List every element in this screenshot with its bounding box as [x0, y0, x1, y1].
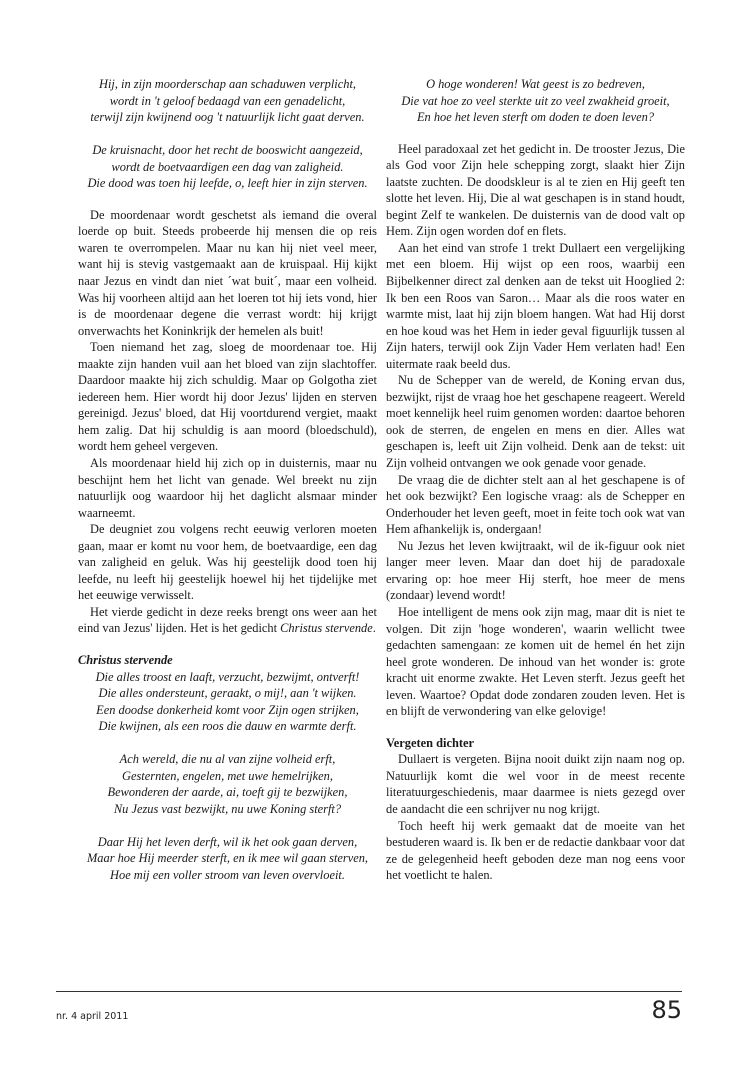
section-heading: Christus stervende: [78, 653, 173, 667]
poem-line: wordt de boetvaardigen een dag van zaligheid.: [111, 159, 344, 174]
poem-line: Een doodse donkerheid komt voor Zijn ogen strijken,: [96, 702, 359, 717]
body-paragraph: Heel paradoxaal zet het gedicht in. De trooster Jezus, Die als God voor Zijn hele schepping zorgt, slaakt hier Zijn laatste zuchten. De doodskleur is al te zien en Hij geeft ten slotte het leven. Hij, Die al wat geschapen is in stand houdt, begint Zelf te wankelen. De duisternis van de dood valt op Hem. Zijn ogen worden dof en flets.: [386, 141, 685, 239]
poem-line: Bewonderen der aarde, ai, toeft gij te bezwijken,: [107, 785, 348, 800]
poem-line: Die alles ondersteunt, geraakt, o mij!, aan 't wijken.: [98, 686, 357, 701]
body-paragraph: Toen niemand het zag, sloeg de moordenaar toe. Hij maakte zijn handen vuil aan het bloed van zijn slachtoffer. Daardoor maakte hij zich schuldig. Maar op Golgotha ziet iedereen hem. Hier wordt hij door Jezus' lijden en sterven gereinigd. Jezus' bloed, dat Hij voortdurend vergiet, maakt hem zalig. Dat hij schuldig is aan moord (bloedschuld), wordt hem geheel vergeven.: [78, 340, 377, 454]
poem-line: Nu Jezus vast bezwijkt, nu uwe Koning sterft?: [113, 801, 342, 816]
poem-stanza: [78, 834, 377, 884]
poem-title-reference: Christus stervende: [280, 621, 373, 636]
poem-line: En hoe het leven sterft om doden te doen leven?: [416, 110, 655, 125]
body-paragraph: [78, 604, 377, 637]
page-number: 85: [651, 996, 682, 1024]
poem-line: Gesternten, engelen, met uwe hemelrijken,: [122, 768, 333, 783]
paragraph-end: .: [372, 621, 376, 636]
poem-line: Maar hoe Hij meerder sterft, en ik mee wil gaan sterven,: [86, 851, 369, 866]
body-paragraph: De moordenaar wordt geschetst als iemand die overal loerde op buit. Steeds probeerde hij mensen die op reis waren te overrompelen. Maar nu kan hij niet veel meer, want hij is stevig vastgemaakt aan de kruispaal. Hij kijkt naar Jezus en vindt dan niet ´wat buit´, maar een volheid. Was hij voorheen altijd aan het loeren tot hij iets vond, hier is de moordenaar degene die verrast wordt: hij krijgt onverwachts het Koninkrijk der hemelen als buit!: [78, 207, 377, 338]
section-heading: Vergeten dichter: [386, 735, 474, 750]
body-paragraph: De deugniet zou volgens recht eeuwig verloren moeten gaan, maar er komt nu voor hem, de boetvaardige, een dag van zaligheid en geluk. Was hij geestelijk dood toen hij leefde, nu leeft hij geestelijk hoewel hij het tijdelijke met het eeuwige verwisselt.: [78, 522, 377, 603]
body-paragraph: Hoe intelligent de mens ook zijn mag, maar dit is niet te volgen. Dit zijn 'hoge wonderen', waarin wellicht twee gedachten samengaan: ze komen uit de hemel én het zijn heel grote wonderen. De inhoud van het wonder is: grote kracht uit enorme zwakte. Het Leven sterft. Jezus geeft het leven. Waartoe? Opdat dode zondaren zouden leven. Het is en blijft de verwondering van elke gelovige!: [386, 604, 685, 719]
body-paragraph: De vraag die de dichter stelt aan al het geschapene is of het ook bezwijkt? Een logische vraag: als de Schepper en Onderhouder het leven geeft, moet in feite toch ook wat van Hem afhankelijk is, ondergaan!: [386, 472, 685, 537]
poem-line: Die vat hoe zo veel sterkte uit zo veel zwakheid groeit,: [401, 93, 670, 108]
paragraph-text: Het vierde gedicht in deze reeks brengt ons weer aan het eind van Jezus' lijden. Het is het gedicht: [78, 604, 377, 636]
body-paragraph: Nu de Schepper van de wereld, de Koning ervan dus, bezwijkt, rijst de vraag hoe het geschapene reageert. Wereld moet kennelijk heel ruim genomen worden: daartoe behoren ook de sterren, de engelen en mens en dier. Alles wat geschapen is, leeft uit Zijn volheid. Denk aan de tekst: uit Zijn volheid ontvangen we ook genade voor genade.: [386, 373, 685, 471]
body-paragraph: Aan het eind van strofe 1 trekt Dullaert een vergelijking met een bloem. Hij wijst op een roos, waarbij een Bijbelkenner direct zal denken aan de tekst uit Hooglied 2: Ik ben een Roos van Saron… Maar als die roos water en warmte mist, laat hij zijn bloem hangen. Wat had Hij dorst en hoe koud was het Hem in ieder geval figuurlijk tussen al Zijn haters, terwijl ook Zijn Vader Hem verlaten had! Een uitermate raak beeld dus.: [386, 240, 685, 371]
poem-line: Hij, in zijn moorderschap aan schaduwen verplicht,: [99, 77, 356, 91]
poem-line: Die dood was toen hij leefde, o, leeft hier in zijn sterven.: [87, 176, 368, 191]
body-paragraph: Dullaert is vergeten. Bijna nooit duikt zijn naam nog op. Natuurlijk komt die wel voor in de meest recente literatuurgeschiedenis, maar daarmee is niets gezegd over de aandacht die een schrijver nu nog krijgt.: [386, 752, 685, 816]
body-paragraph: Toch heeft hij werk gemaakt dat de moeite van het bestuderen waard is. Ik ben er de redactie dankbaar voor dat ze de gelegenheid heeft geboden deze man nog eens voor het voetlicht te halen.: [386, 818, 685, 883]
poem-line: Ach wereld, die nu al van zijne volheid erft,: [119, 752, 336, 767]
body-paragraph: Als moordenaar hield hij zich op in duisternis, maar nu beschijnt hem het licht van genade. Wel breekt nu zijn natuurlijk oog waardoor hij het daglicht alsmaar minder waarneemt.: [78, 455, 377, 520]
left-column: [78, 76, 377, 884]
poem-line: Hoe mij een voller stroom van leven overvloeit.: [110, 868, 345, 883]
poem-stanza: [386, 76, 685, 126]
body-paragraph: Nu Jezus het leven kwijtraakt, wil de ik-figuur ook niet langer meer leven. Maar dan doet hij de paradoxale ervaring op: hoe meer Hij sterft, hoe meer de mens (zondaar) levend wordt!: [386, 538, 685, 603]
poem-line: De kruisnacht, door het recht de booswicht aangezeid,: [92, 143, 363, 158]
poem-stanza: [78, 669, 377, 735]
issue-label: nr. 4 april 2011: [56, 1011, 129, 1022]
poem-line: Die alles troost en laaft, verzucht, bezwijmt, ontverft!: [95, 669, 360, 684]
poem-line: Die kwijnen, als een roos die dauw en warmte derft.: [98, 719, 357, 734]
poem-line: Daar Hij het leven derft, wil ik het ook gaan derven,: [97, 834, 358, 849]
poem-line: wordt in 't geloof bedaagd van een genadelicht,: [109, 93, 346, 108]
poem-stanza: [78, 751, 377, 817]
poem-line: terwijl zijn kwijnend oog 't natuurlijk licht gaat derven.: [90, 110, 365, 125]
poem-line: O hoge wonderen! Wat geest is zo bedreven,: [426, 77, 645, 91]
poem-stanza: [78, 142, 377, 192]
poem-stanza: [78, 76, 377, 126]
right-column: [386, 76, 685, 884]
footer-divider: [56, 991, 682, 992]
